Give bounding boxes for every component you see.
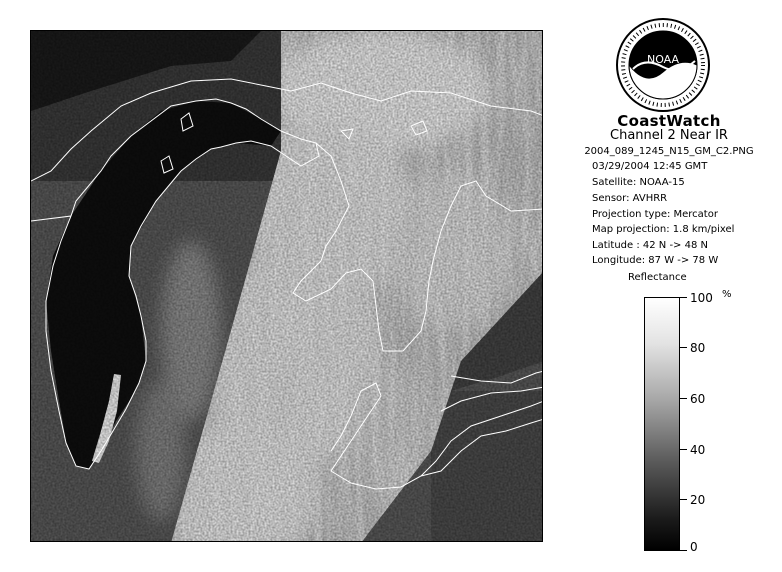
satellite-label: Satellite: NOAA-15 [592,177,685,188]
colorbar-label-0: 0 [690,540,698,554]
filename-label: 2004_089_1245_N15_GM_C2.PNG [584,146,754,157]
colorbar-unit: % [722,289,732,300]
colorbar-title: Reflectance [628,272,687,283]
colorbar-tick [680,398,687,399]
colorbar-tick [680,499,687,500]
colorbar-label-60: 60 [690,392,706,406]
satellite-image [30,30,543,542]
colorbar-label-100: 100 [690,291,713,305]
logo-noaa-text: NOAA [646,53,680,66]
colorbar-label-80: 80 [690,341,706,355]
latitude-label: Latitude : 42 N -> 48 N [592,240,708,251]
image-grain [31,31,543,542]
map-projection-label: Map projection: 1.8 km/pixel [592,224,735,235]
projection-type-label: Projection type: Mercator [592,209,718,220]
colorbar-tick [680,449,687,450]
noaa-logo [615,17,711,113]
product-title: CoastWatch [617,112,721,130]
colorbar-tick [680,550,687,551]
longitude-label: Longitude: 87 W -> 78 W [592,255,719,266]
colorbar-label-20: 20 [690,493,706,507]
colorbar-tick [680,297,687,298]
colorbar-tick [680,347,687,348]
reflectance-colorbar [644,297,680,551]
colorbar-label-40: 40 [690,443,706,457]
channel-label: Channel 2 Near IR [610,128,728,143]
sensor-label: Sensor: AVHRR [592,193,668,204]
date-time: 03/29/2004 12:45 GMT [592,161,708,172]
map-canvas [31,31,543,542]
info-panel [556,0,782,572]
